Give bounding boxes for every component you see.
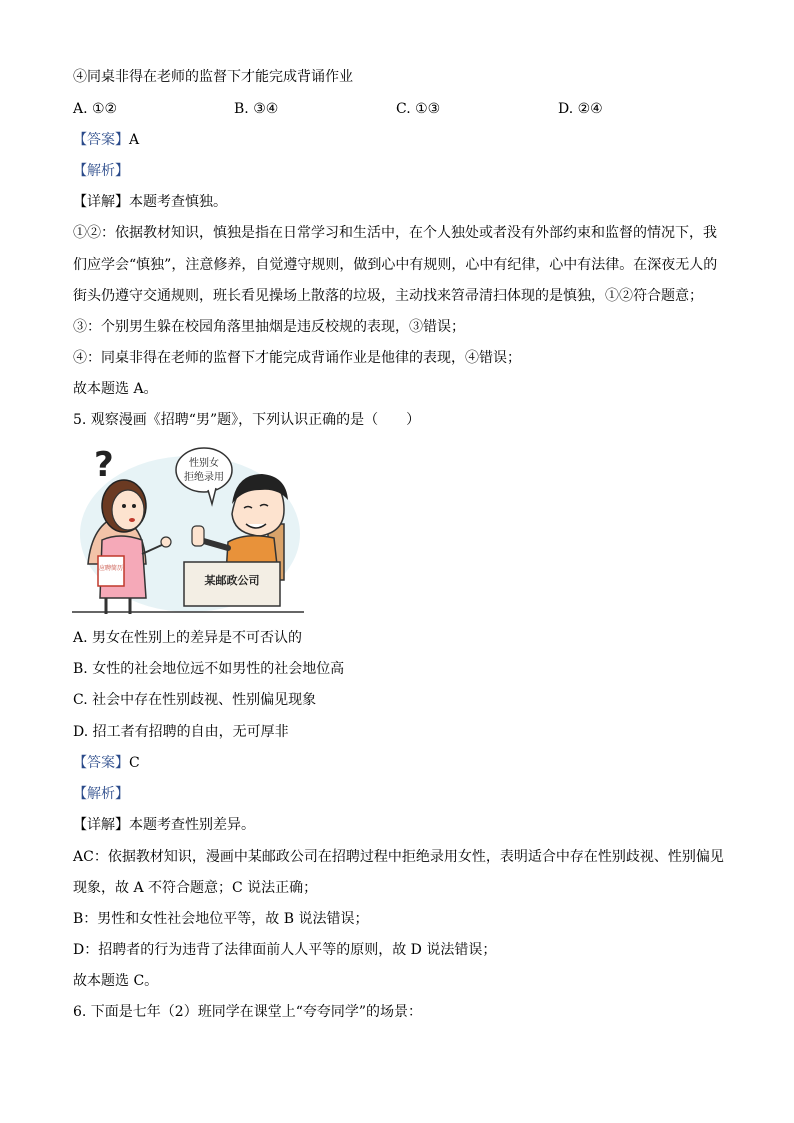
q5-option-a: A. 男女在性别上的差异是不可否认的 [73,630,303,646]
desk [184,562,280,606]
speech-line-1: 性别女 [189,458,219,469]
q4-option-d: D. ②④ [558,101,603,117]
q4-explanation-line-4: ③：个别男生躲在校园角落里抽烟是违反校规的表现，③错误； [73,319,465,335]
q4-conclusion: 故本题选 A。 [73,381,158,397]
q4-option-b: B. ③④ [234,101,279,117]
q4-explanation-line-5: ④：同桌非得在老师的监督下才能完成背诵作业是他律的表现，④错误； [73,350,521,366]
q4-answer-line [73,130,139,150]
detail-text: 本题考查性别差异。 [129,817,255,833]
question-mark-icon: ? [94,445,114,485]
q5-analysis-tag: 【解析】 [73,786,129,802]
q5-explanation-line-4: D：招聘者的行为违背了法律面前人人平等的原则，故 D 说法错误； [73,942,497,958]
desk-sign: 某邮政公司 [204,574,260,587]
q5-stem: 5. 观察漫画《招聘“男”题》，下列认识正确的是（ ） [73,412,421,428]
q4-analysis-tag: 【解析】 [73,163,129,179]
detail-tag: 【详解】 [73,817,129,833]
q5-explanation-line-3: B：男性和女性社会地位平等，故 B 说法错误； [73,911,369,927]
answer-value: A [129,132,140,148]
detail-tag: 【详解】 [73,194,129,210]
q5-answer-line [73,753,140,773]
q4-option-c: C. ①③ [396,101,441,117]
q5-explanation-line-1: AC：依据教材知识，漫画中某邮政公司在招聘过程中拒绝录用女性，表明适合中存在性别歧视、性别偏见 [73,849,724,865]
q4-option-a: A. ①② [73,101,118,117]
q4-explanation-line-3: 街头仍遵守交通规则，班长看见操场上散落的垃圾，主动找来笤帚清扫体现的是慎独，①②符合题意； [73,288,703,304]
q6-stem: 6. 下面是七年（2）班同学在课堂上“夸夸同学”的场景： [73,1004,423,1020]
answer-value: C [129,755,140,771]
q5-explanation-line-2: 现象，故 A 不符合题意；C 说法正确； [73,880,318,896]
q4-statement-4: ④同桌非得在老师的监督下才能完成背诵作业 [73,69,353,85]
speech-line-2: 拒绝录用 [184,472,224,483]
q5-conclusion: 故本题选 C。 [73,973,159,989]
q4-explanation-line-2: 们应学会“慎独”，注意修养，自觉遵守规则，做到心中有规则，心中有纪律，心中有法律。在深夜无人的 [73,257,718,273]
answer-tag: 【答案】 [73,132,129,148]
q5-option-b: B. 女性的社会地位远不如男性的社会地位高 [73,661,345,677]
answer-tag: 【答案】 [73,755,129,771]
q5-detail-line [73,815,255,835]
q5-cartoon [72,444,304,616]
q4-explanation-line-1: ①②：依据教材知识，慎独是指在日常学习和生活中，在个人独处或者没有外部约束和监督的情况下，我 [73,225,717,241]
q4-detail-line [73,192,227,212]
q5-option-d: D. 招工者有招聘的自由，无可厚非 [73,724,289,740]
resume-text: 应聘简历 [98,565,124,572]
detail-text: 本题考查慎独。 [129,194,227,210]
q5-option-c: C. 社会中存在性别歧视、性别偏见现象 [73,692,317,708]
